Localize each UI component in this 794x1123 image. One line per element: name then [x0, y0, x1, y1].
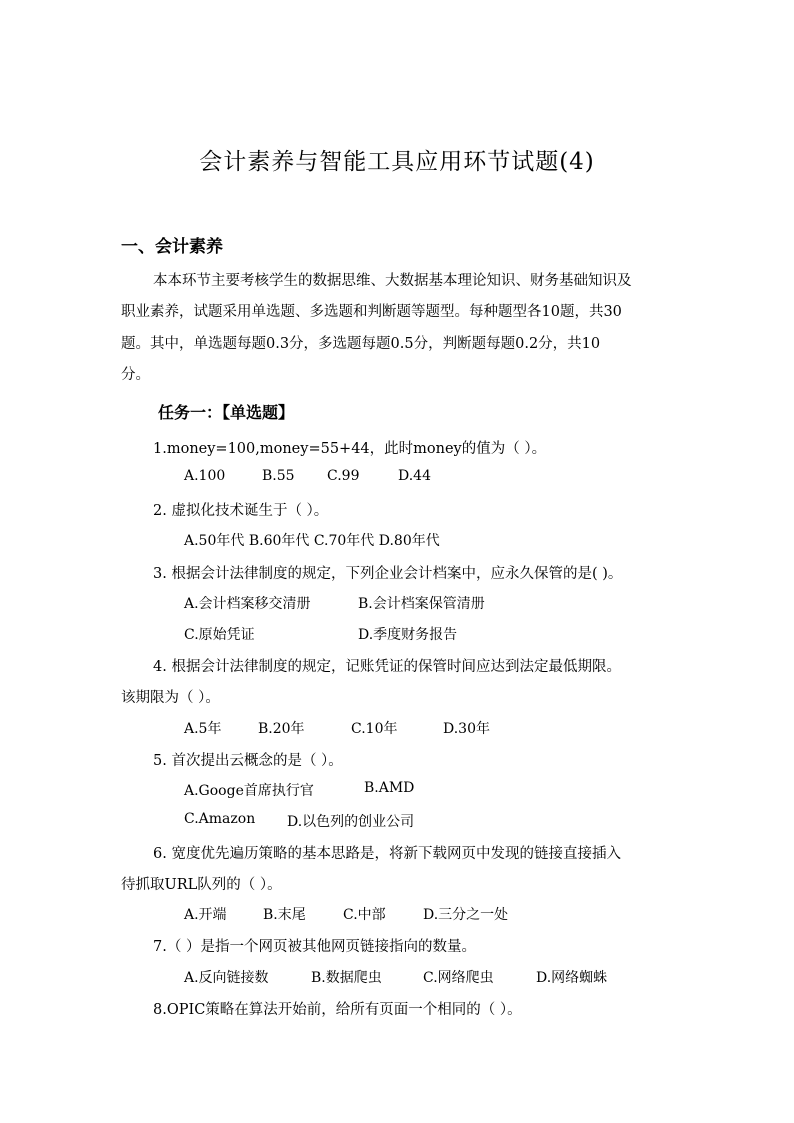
question-text: 2. 虚拟化技术诞生于（ ）。: [153, 503, 329, 519]
question-text: 3. 根据会计法律制度的规定，下列企业会计档案中，应永久保管的是( )。: [153, 566, 623, 582]
task-heading: 任务一：【单选题】: [158, 403, 295, 422]
option-c: C.中部: [343, 907, 386, 923]
option-b: B.会计档案保管清册: [358, 596, 485, 612]
option-d: D.30年: [443, 721, 490, 737]
option-a: A.反向链接数: [184, 970, 269, 986]
question-text: 待抓取URL队列的（ ）。: [121, 877, 282, 893]
option-b: B.55: [262, 468, 295, 484]
intro-line: 题。其中，单选题每题0.3分，多选题每题0.5分，判断题每题0.2分，共10: [121, 336, 601, 352]
option-a: A.开端: [184, 907, 227, 923]
option-c: C.Amazon: [184, 811, 256, 827]
question-text: 5. 首次提出云概念的是（ ）。: [153, 753, 343, 769]
option-a: A.100: [184, 468, 226, 484]
option-d: D.44: [398, 468, 431, 484]
option-row: A.50年代 B.60年代 C.70年代 D.80年代: [184, 533, 440, 549]
option-c: C.网络爬虫: [423, 970, 494, 986]
intro-line: 本本环节主要考核学生的数据思维、大数据基本理论知识、财务基础知识及: [153, 273, 632, 289]
option-c: C.10年: [351, 721, 398, 737]
option-b: B.数据爬虫: [311, 970, 382, 986]
option-d: D.以色列的创业公司: [287, 814, 415, 830]
intro-line: 职业素养，试题采用单选题、多选题和判断题等题型。每种题型各10题，共30: [121, 304, 622, 320]
option-b: B.末尾: [263, 907, 306, 923]
option-d: D.网络蜘蛛: [536, 970, 608, 986]
option-b: B.AMD: [364, 780, 415, 796]
option-d: D.三分之一处: [423, 907, 509, 923]
option-c: C.原始凭证: [184, 627, 255, 643]
question-text: 4. 根据会计法律制度的规定，记账凭证的保管时间应达到法定最低期限。: [153, 659, 621, 675]
question-text: 7.（ ）是指一个网页被其他网页链接指向的数量。: [153, 939, 476, 955]
option-b: B.20年: [258, 721, 305, 737]
question-text: 8.OPIC策略在算法开始前，给所有页面一个相同的（ ）。: [153, 1002, 522, 1018]
section-heading: 一、会计素养: [121, 237, 223, 257]
option-a: A.Googe首席执行官: [184, 783, 314, 799]
question-text: 1.money=100,money=55+44，此时money的值为（ ）。: [153, 441, 547, 457]
option-d: D.季度财务报告: [358, 627, 458, 643]
question-text: 6. 宽度优先遍历策略的基本思路是，将新下载网页中发现的链接直接插入: [153, 846, 621, 862]
question-text: 该期限为（ ）。: [121, 690, 220, 706]
option-c: C.99: [327, 468, 360, 484]
option-a: A.会计档案移交清册: [184, 596, 311, 612]
page-title: 会计素养与智能工具应用环节试题(4): [199, 149, 595, 175]
option-a: A.5年: [184, 721, 222, 737]
intro-line: 分。: [121, 367, 150, 383]
